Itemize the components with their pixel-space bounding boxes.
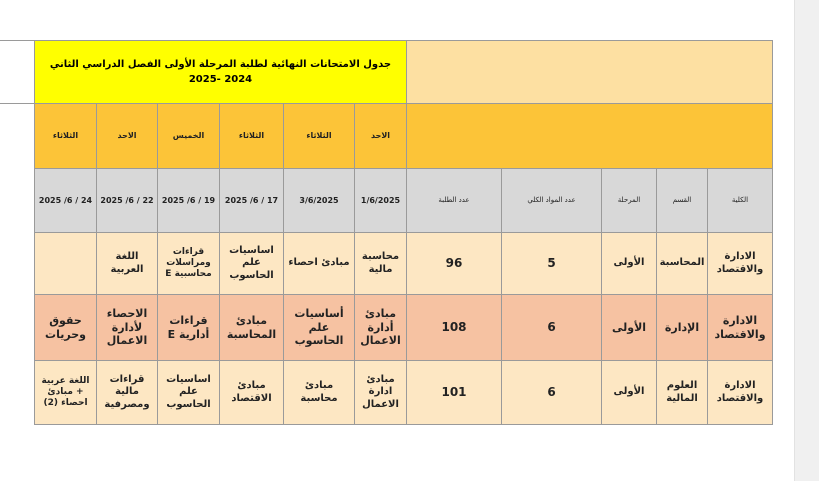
exam-cell: مبادئ احصاء [284, 233, 355, 295]
table-row [35, 233, 773, 295]
days-row [35, 104, 773, 169]
day-cell: الثلاثاء [220, 104, 284, 169]
exam-schedule-table [34, 40, 773, 425]
header-department: القسم [657, 169, 708, 233]
table-row [35, 295, 773, 361]
table-row [35, 361, 773, 425]
college-cell: الادارة والاقتصاد [708, 233, 773, 295]
college-cell: الادارة والاقتصاد [708, 361, 773, 425]
students-cell: 108 [407, 295, 502, 361]
stage-cell: الأولى [602, 361, 657, 425]
exam-cell: اللغة العربية [97, 233, 158, 295]
exam-cell: مبادئ محاسبة [284, 361, 355, 425]
header-total-subjects: عدد المواد الكلي [502, 169, 602, 233]
exam-cell: اساسيات علم الحاسوب [158, 361, 220, 425]
students-cell: 101 [407, 361, 502, 425]
department-cell: الإدارة [657, 295, 708, 361]
vertical-scrollbar[interactable] [794, 0, 819, 481]
left-border-bottom [0, 103, 34, 104]
date-cell: 22 / 6/ 2025 [97, 169, 158, 233]
date-cell: 24 / 6/ 2025 [35, 169, 97, 233]
total-subjects-cell: 6 [502, 361, 602, 425]
exam-cell: اللغة عربية + مبادئ احصاء (2) [35, 361, 97, 425]
header-students: عدد الطلبة [407, 169, 502, 233]
left-border-top [0, 40, 34, 41]
exam-cell: مبادئ ادارة الاعمال [355, 361, 407, 425]
table-title [35, 41, 407, 104]
total-subjects-cell: 6 [502, 295, 602, 361]
day-cell: الاحد [355, 104, 407, 169]
exam-cell: أساسيات علم الحاسوب [284, 295, 355, 361]
header-college: الكلية [708, 169, 773, 233]
header-row [35, 169, 773, 233]
date-cell: 17 / 6/ 2025 [220, 169, 284, 233]
total-subjects-cell: 5 [502, 233, 602, 295]
exam-cell: حقوق وحريات [35, 295, 97, 361]
title-line-1: جدول الامتحانات النهائية لطلبة المرحلة الأولى الفصل الدراسي الثاني [49, 59, 392, 70]
day-cell: الثلاثاء [35, 104, 97, 169]
college-cell: الادارة والاقتصاد [708, 295, 773, 361]
header-stage: المرحلة [602, 169, 657, 233]
day-cell: الثلاثاء [284, 104, 355, 169]
exam-cell: مبادئ المحاسبة [220, 295, 284, 361]
students-cell: 96 [407, 233, 502, 295]
department-cell: العلوم المالية [657, 361, 708, 425]
day-cell: الخميس [158, 104, 220, 169]
exam-cell: مبادئ أدارة الاعمال [355, 295, 407, 361]
stage-cell: الأولى [602, 295, 657, 361]
exam-cell: الاحصاء لأدارة الاعمال [97, 295, 158, 361]
day-cell: الاحد [97, 104, 158, 169]
exam-cell: قراءات مالية ومصرفية [97, 361, 158, 425]
stage-cell: الأولى [602, 233, 657, 295]
title-line-2: 2024 -2025 [188, 74, 253, 85]
exam-cell: مبادئ الاقتصاد [220, 361, 284, 425]
title-blank-cell [407, 41, 773, 104]
date-cell: 3/6/2025 [284, 169, 355, 233]
exam-cell [35, 233, 97, 295]
date-cell: 1/6/2025 [355, 169, 407, 233]
date-cell: 19 / 6/ 2025 [158, 169, 220, 233]
exam-cell: اساسيات علم الحاسوب [220, 233, 284, 295]
exam-cell: قراءات أدارية E [158, 295, 220, 361]
days-blank-cell [407, 104, 773, 169]
exam-cell: محاسبة مالية [355, 233, 407, 295]
title-row [35, 41, 773, 104]
department-cell: المحاسبة [657, 233, 708, 295]
exam-cell: قراءات ومراسلات محاسبية E [158, 233, 220, 295]
